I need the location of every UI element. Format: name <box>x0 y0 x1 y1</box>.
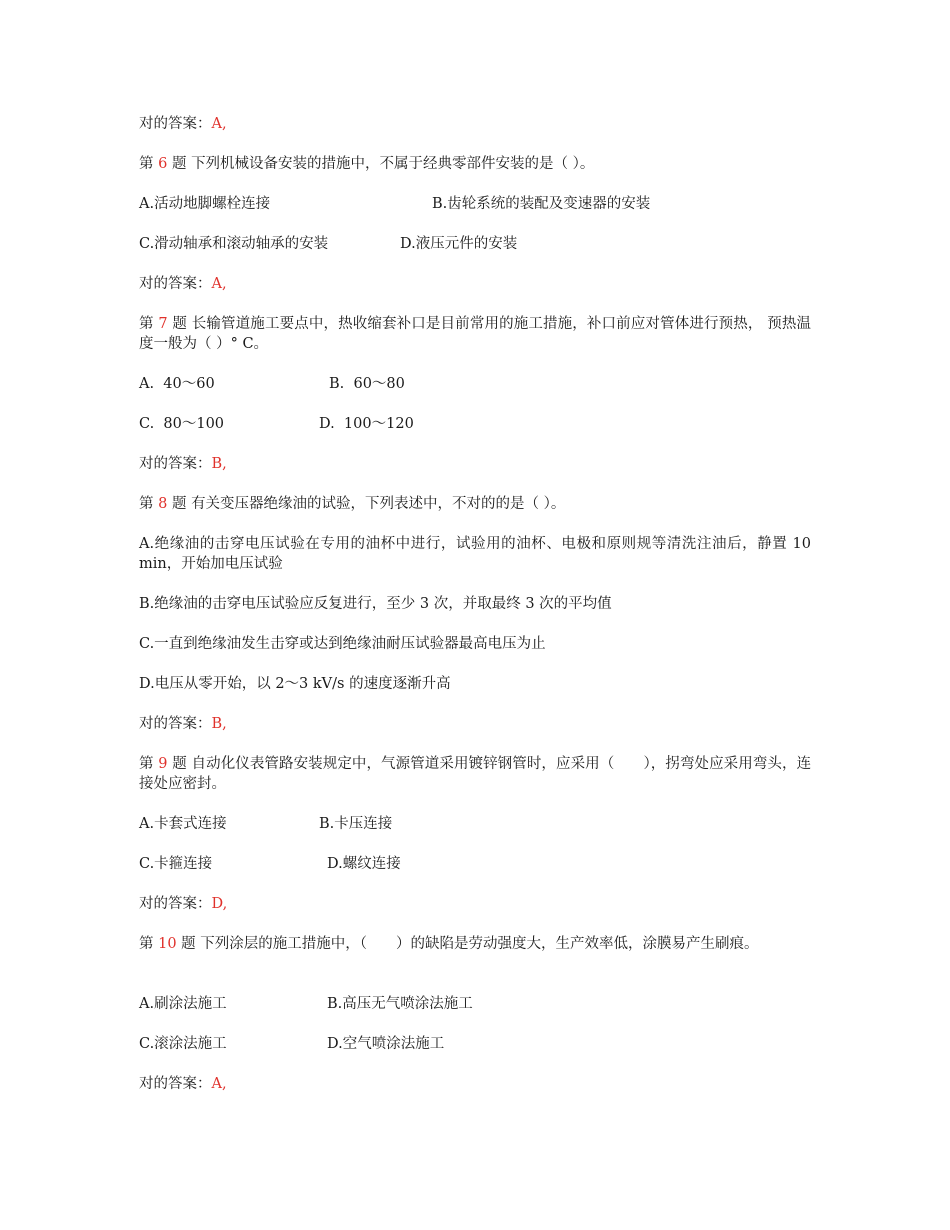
option-a: A.卡套式连接 <box>139 816 227 832</box>
answer-value: A, <box>211 116 227 132</box>
question-10-options-ab <box>139 994 473 1014</box>
option-a: A. 40～60 <box>139 376 215 392</box>
option-c: C.卡箍连接 <box>139 856 213 872</box>
question-7-options-ab <box>139 374 405 394</box>
option-d: D.螺纹连接 <box>327 856 401 872</box>
option-b: B.绝缘油的击穿电压试验应反复进行，至少 3 次，并取最终 3 次的平均值 <box>139 596 612 612</box>
option-a: A.绝缘油的击穿电压试验在专用的油杯中进行，试验用的油杯、电极和原则规等清洗注油后，静置 10 min，开始加电压试验 <box>139 536 811 572</box>
question-8-answer: 对的答案：B, <box>139 716 227 732</box>
question-8-option-a <box>139 534 811 574</box>
option-a: A.刷涂法施工 <box>139 996 227 1012</box>
question-10-options-cd <box>139 1034 445 1054</box>
question-number: 6 <box>158 156 168 172</box>
question-7-stem: 第 7 题 长输管道施工要点中，热收缩套补口是目前常用的施工措施，补口前应对管体进行预热， 预热温度一般为（ ）° C。 <box>139 316 812 352</box>
option-c: C.一直到绝缘油发生击穿或达到绝缘油耐压试验器最高电压为止 <box>139 636 546 652</box>
answer-value: B, <box>211 456 227 472</box>
question-9-options-cd <box>139 854 401 874</box>
question-8-option-d <box>139 674 451 694</box>
answer-value: A, <box>211 276 227 292</box>
question-8-stem: 第 8 题 有关变压器绝缘油的试验，下列表述中，不对的的是（ ）。 <box>139 496 566 512</box>
answer-value: B, <box>211 716 227 732</box>
option-c: C.滑动轴承和滚动轴承的安装 <box>139 236 329 252</box>
option-c: C. 80～100 <box>139 416 225 432</box>
question-8-option-c <box>139 634 546 654</box>
option-d: D.液压元件的安装 <box>400 236 518 252</box>
answer-value: D, <box>211 896 228 912</box>
option-d: D.空气喷涂法施工 <box>327 1036 445 1052</box>
question-7-answer: 对的答案：B, <box>139 456 227 472</box>
question-9-answer: 对的答案：D, <box>139 896 228 912</box>
question-9-options-ab <box>139 814 393 834</box>
option-b: B.高压无气喷涂法施工 <box>327 996 473 1012</box>
option-d: D.电压从零开始，以 2～3 kV/s 的速度逐渐升高 <box>139 676 451 692</box>
question-7-options-cd <box>139 414 414 434</box>
question-10-stem: 第 10 题 下列涂层的施工措施中，（ ）的缺陷是劳动强度大，生产效率低，涂膜易产生刷痕。 <box>139 936 759 952</box>
question-number: 9 <box>158 756 168 772</box>
option-d: D. 100～120 <box>319 416 414 432</box>
question-number: 8 <box>158 496 168 512</box>
question-number: 7 <box>158 316 168 332</box>
question-6-stem: 第 6 题 下列机械设备安装的措施中，不属于经典零部件安装的是（ ）。 <box>139 156 595 172</box>
option-b: B.卡压连接 <box>319 816 393 832</box>
option-c: C.滚涂法施工 <box>139 1036 227 1052</box>
question-8-option-b <box>139 594 612 614</box>
option-b: B.齿轮系统的装配及变速器的安装 <box>432 196 651 212</box>
question-number: 10 <box>158 936 177 952</box>
question-10-answer: 对的答案：A, <box>139 1076 227 1092</box>
option-a: A.活动地脚螺栓连接 <box>139 196 271 212</box>
option-b: B. 60～80 <box>329 376 405 392</box>
question-6-options-cd <box>139 234 518 254</box>
answer-value: A, <box>211 1076 227 1092</box>
question-6-options-ab <box>139 194 651 214</box>
question-9-stem: 第 9 题 自动化仪表管路安装规定中，气源管道采用镀锌钢管时，应采用（ ），拐弯处应采用弯头，连接处应密封。 <box>139 756 812 792</box>
question-6-answer: 对的答案：A, <box>139 276 227 292</box>
answer-line: 对的答案：A, <box>139 116 227 132</box>
